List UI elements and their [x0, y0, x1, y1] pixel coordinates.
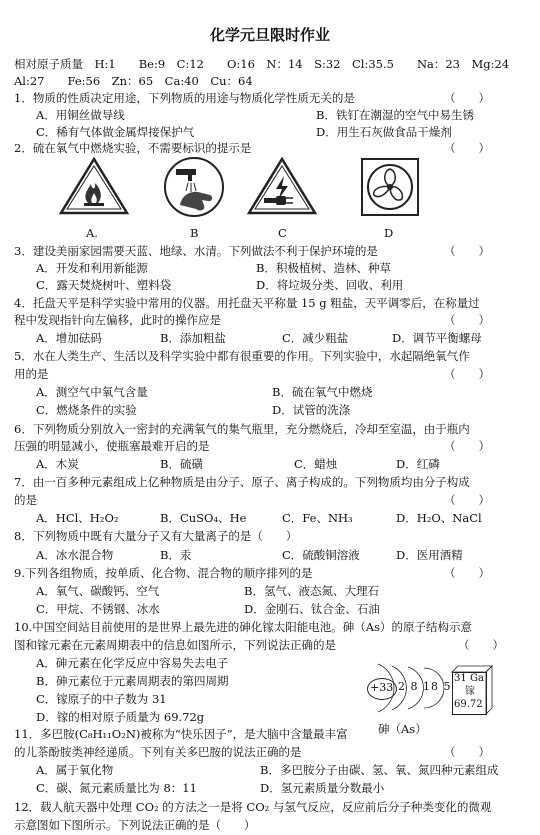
q1-option-d: D．用生石灰做食品干燥剂	[316, 125, 452, 139]
gallium-atomic-mass: 69.72	[454, 699, 483, 710]
q7-stem-line1: 7．由一百多种元素组成上亿种物质是由分子、原子、离子构成的。下列物质均由分子构成	[14, 475, 470, 489]
q3-option-a: A．开发和利用新能源	[36, 261, 148, 275]
q8-option-c: C．硫酸铜溶液	[282, 548, 360, 562]
q11-option-b: B．多巴胺分子由碳、氢、氧、氮四种元素组成	[260, 763, 499, 777]
q6-option-b: B．硫磺	[160, 457, 203, 471]
q1-option-a: A．用铜丝做导线	[36, 108, 125, 122]
q6-stem-line1: 6．下列物质分别放入一密封的充满氧气的集气瓶里，充分燃烧后，冷却至室温，由于瓶内	[14, 422, 470, 436]
q5-option-b: B．硫在氧气中燃烧	[272, 385, 373, 399]
q4-option-a: A．增加砝码	[36, 331, 102, 345]
q10-answer-paren: （ ）	[458, 638, 504, 652]
q1-option-b: B．铁钉在潮湿的空气中易生锈	[316, 108, 474, 122]
q4-stem-line1: 4．托盘天平是科学实验中常用的仪器。用托盘天平称量 15 g 粗盐，天平调零后，在称量过	[14, 296, 480, 310]
q2-label-b: B	[190, 226, 199, 240]
q11-option-c: C．碳、氮元素质量比为 8：11	[36, 781, 197, 795]
q12-stem-line1: 12．载人航天器中处理 CO₂ 的方法之一是将 CO₂ 与氢气反应，反应前后分子种类变化的微观	[14, 800, 492, 814]
q4-option-d: D．调节平衡螺母	[392, 331, 482, 345]
q7-option-a: A．HCl、H₂O₂	[36, 511, 119, 525]
q2-label-a: A.	[86, 226, 98, 240]
q1-option-c: C．稀有气体做金属焊接保护气	[36, 125, 195, 139]
q9-option-c: C．甲烷、不锈钢、冰水	[36, 602, 160, 616]
q5-answer-paren: （ ）	[444, 367, 490, 381]
q6-option-a: A．木炭	[36, 457, 79, 471]
q10-stem-line2: 图和镓元素在元素周期表中的信息如图所示，下列说法正确的是	[14, 638, 336, 652]
q10-option-d: D．镓的相对原子质量为 69.72g	[36, 710, 205, 724]
q3-stem: 3．建设美丽家园需要天蓝、地绿、水清。下列做法不利于保护环境的是	[14, 244, 378, 258]
q6-stem-line2: 压强的明显减小，使瓶塞最难开启的是	[14, 439, 210, 453]
q5-stem-line1: 5．水在人类生产、生活以及科学实验中都有很重要的作用。下列实验中，水起隔绝氧气作	[14, 349, 470, 363]
arsenic-label: 砷（As）	[378, 722, 427, 736]
q7-option-c: C．Fe、NH₃	[282, 511, 353, 525]
q11-option-a: A．属于氧化物	[36, 763, 114, 777]
page-title: 化学元旦限时作业	[209, 26, 330, 44]
q5-option-a: A．测空气中氧气含量	[36, 385, 148, 399]
q11-stem-line2: 的儿茶酚胺类神经递质。下列有关多巴胺的说法正确的是	[14, 745, 302, 759]
electric-plug-warning-icon	[246, 156, 318, 216]
gallium-name: 镓	[465, 686, 475, 697]
q5-option-d: D．试管的洗涤	[272, 403, 351, 417]
q7-stem-line2: 的是	[14, 493, 37, 507]
q10-option-b: B．砷元素位于元素周期表的第四周期	[36, 674, 229, 688]
q9-stem: 9.下列各组物质，按单质、化合物、混合物的顺序排列的是	[14, 566, 313, 580]
q2-label-c: C	[278, 226, 287, 240]
q2-label-d: D	[384, 226, 394, 240]
q11-stem-line1: 11．多巴胺(C₈H₁₁O₂N)被称为“快乐因子”，是大脑中含量最丰富	[14, 727, 348, 741]
q9-answer-paren: （ ）	[444, 566, 490, 580]
q7-answer-paren: （ ）	[444, 493, 490, 507]
q11-answer-paren: （ ）	[444, 745, 490, 759]
q11-option-d: D．氢元素质量分数最小	[260, 781, 385, 795]
q3-option-d: D．将垃圾分类、回收、利用	[256, 278, 404, 292]
q10-stem-line1: 10.中国空间站目前使用的是世界上最先进的砷化镓太阳能电池。砷（As）的原子结构示意	[14, 620, 472, 634]
q8-option-d: D．医用酒精	[396, 548, 463, 562]
q2-answer-paren: （ ）	[444, 141, 490, 155]
q3-option-c: C．露天焚烧树叶、塑料袋	[36, 278, 172, 292]
q10-option-c: C．镓原子的中子数为 31	[36, 692, 167, 706]
q4-option-b: B．添加粗盐	[160, 331, 226, 345]
q12-stem-line2: 示意图如下图所示。下列说法正确的是（ ）	[14, 818, 256, 832]
q2-stem: 2．硫在氧气中燃烧实验，不需要标识的提示是	[14, 141, 252, 155]
q9-option-a: A．氧气、碳酸钙、空气	[36, 584, 160, 598]
q4-option-c: C．减少粗盐	[282, 331, 349, 345]
q1-stem: 1．物质的性质决定用途，下列物质的用途与物质化学性质无关的是	[14, 91, 355, 105]
q7-option-d: D．H₂O、NaCl	[396, 511, 482, 525]
atomic-masses-line2: Al:27 Fe:56 Zn：65 Ca:40 Cu：64	[14, 74, 253, 88]
q8-option-a: A．冰水混合物	[36, 548, 114, 562]
hand-wash-icon	[162, 155, 226, 219]
gallium-symbol: Ga	[470, 673, 484, 684]
q6-answer-paren: （ ）	[444, 439, 490, 453]
q4-answer-paren: （ ）	[444, 313, 490, 327]
q7-option-b: B．CuSO₄、He	[160, 511, 247, 525]
q1-answer-paren: （ ）	[444, 91, 490, 105]
q3-option-b: B．积极植树、造林、种草	[256, 261, 391, 275]
q5-stem-line2: 用的是	[14, 367, 49, 381]
flame-warning-icon	[58, 156, 130, 216]
arsenic-electron-shells: 2 8 18 5	[398, 680, 452, 693]
q8-option-b: B．汞	[160, 548, 192, 562]
q5-option-c: C．燃烧条件的实验	[36, 403, 137, 417]
q6-option-d: D．红磷	[396, 457, 440, 471]
q6-option-c: C．蜡烛	[294, 457, 338, 471]
q8-stem: 8．下列物质中既有大量分子又有大量离子的是（ ）	[14, 529, 298, 543]
arsenic-nucleus-charge: +33	[370, 681, 394, 694]
ventilation-fan-icon	[358, 155, 422, 219]
q4-stem-line2: 程中发现指针向左偏移，此时的操作应是	[14, 313, 221, 327]
q9-option-d: D．金刚石、钛合金、石油	[244, 602, 380, 616]
q9-option-b: B．氢气、液态氮、大理石	[244, 584, 379, 598]
gallium-atomic-number: 31	[454, 673, 467, 684]
q3-answer-paren: （ ）	[444, 244, 490, 258]
atomic-masses-line1: 相对原子质量 H:1 Be:9 C:12 O:16 N：14 S:32 Cl:35.5 Na：23 Mg:24	[14, 57, 510, 71]
q10-option-a: A．砷元素在化学反应中容易失去电子	[36, 656, 229, 670]
